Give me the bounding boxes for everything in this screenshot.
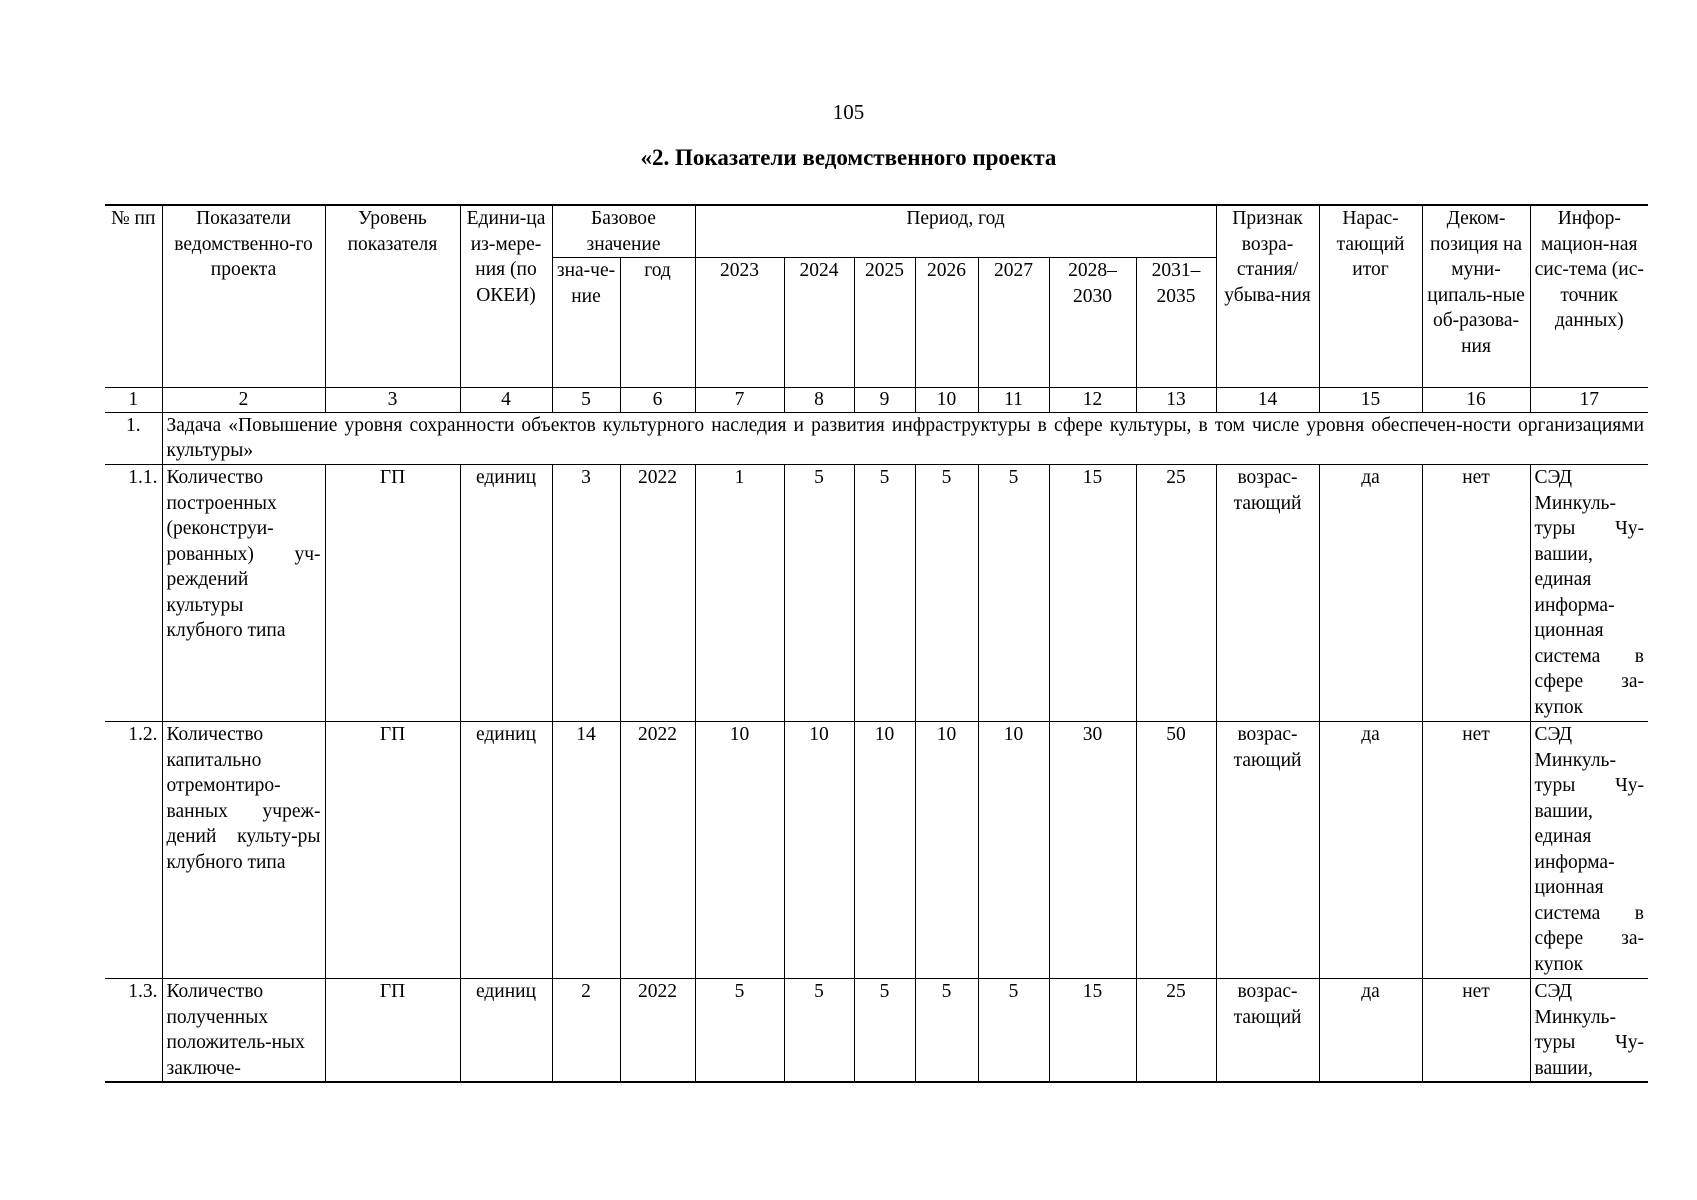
- row-value-2031-2035: 25: [1136, 465, 1216, 722]
- header-indicator: Показатели ведомственно-го проекта: [162, 205, 325, 388]
- row-source: СЭД Минкуль-туры Чу-вашии, единая информа-ционная система в сфере за-купок: [1530, 722, 1648, 979]
- row-trend: возрас-тающий: [1216, 465, 1319, 722]
- task-text: Задача «Повышение уровня сохранности объектов культурного наследия и развития инфраструктуры в сфере культуры, в том числе уровня обеспечен-ности организациями культуры»: [162, 413, 1648, 465]
- column-number: 4: [460, 388, 552, 413]
- row-value-2025: 5: [854, 979, 915, 1083]
- header-year-2024: 2024: [784, 258, 854, 388]
- row-trend: возрас-тающий: [1216, 722, 1319, 979]
- row-value-2027: 10: [978, 722, 1049, 979]
- row-indicator: Количество капитально отремонтиро-ванных учреж-дений культу-ры клубного типа: [162, 722, 325, 979]
- table-row: [105, 722, 1648, 979]
- row-value-2028-2030: 15: [1049, 465, 1136, 722]
- row-base-year: 2022: [620, 979, 695, 1083]
- header-year-2026: 2026: [915, 258, 978, 388]
- column-number: 5: [552, 388, 620, 413]
- row-indicator: Количество построенных (реконструи-рованных) уч-реждений культуры клубного типа: [162, 465, 325, 722]
- column-number: 1: [105, 388, 162, 413]
- header-base-year: год: [620, 258, 695, 388]
- row-indicator: Количество полученных положитель-ных заключе-: [162, 979, 325, 1083]
- header-unit: Едини-ца из-мере-ния (по ОКЕИ): [460, 205, 552, 388]
- row-value-2023: 1: [695, 465, 784, 722]
- header-year-2023: 2023: [695, 258, 784, 388]
- row-value-2031-2035: 50: [1136, 722, 1216, 979]
- row-level: ГП: [325, 465, 460, 722]
- row-value-2025: 5: [854, 465, 915, 722]
- column-number: 3: [325, 388, 460, 413]
- row-source: СЭД Минкуль-туры Чу-вашии,: [1530, 979, 1648, 1083]
- row-decomposition: нет: [1422, 722, 1530, 979]
- row-value-2024: 5: [784, 979, 854, 1083]
- column-number: 2: [162, 388, 325, 413]
- row-value-2024: 5: [784, 465, 854, 722]
- row-value-2028-2030: 30: [1049, 722, 1136, 979]
- row-base-value: 3: [552, 465, 620, 722]
- row-unit: единиц: [460, 465, 552, 722]
- header-source: Инфор-мацион-ная сис-тема (ис-точник данных): [1530, 205, 1648, 388]
- column-number: 17: [1530, 388, 1648, 413]
- row-unit: единиц: [460, 979, 552, 1083]
- column-numbers-row: [105, 388, 1648, 413]
- row-trend: возрас-тающий: [1216, 979, 1319, 1083]
- column-number: 12: [1049, 388, 1136, 413]
- row-base-value: 14: [552, 722, 620, 979]
- row-unit: единиц: [460, 722, 552, 979]
- header-trend: Признак возра-стания/ убыва-ния: [1216, 205, 1319, 388]
- row-value-2023: 10: [695, 722, 784, 979]
- row-source: СЭД Минкуль-туры Чу-вашии, единая информа-ционная система в сфере за-купок: [1530, 465, 1648, 722]
- row-cumulative: да: [1319, 979, 1422, 1083]
- row-num: 1.1.: [105, 465, 162, 722]
- table-row: [105, 979, 1648, 1083]
- row-num: 1.3.: [105, 979, 162, 1083]
- task-row: [105, 413, 1648, 465]
- row-value-2027: 5: [978, 465, 1049, 722]
- row-decomposition: нет: [1422, 465, 1530, 722]
- row-num: 1.2.: [105, 722, 162, 979]
- header-period: Период, год: [695, 205, 1216, 258]
- header-cumulative: Нарас-тающий итог: [1319, 205, 1422, 388]
- header-num: № пп: [105, 205, 162, 388]
- row-level: ГП: [325, 979, 460, 1083]
- row-base-year: 2022: [620, 722, 695, 979]
- header-decomposition: Деком-позиция на муни-ципаль-ные об-разова-ния: [1422, 205, 1530, 388]
- header-year-2027: 2027: [978, 258, 1049, 388]
- column-number: 15: [1319, 388, 1422, 413]
- row-value-2026: 5: [915, 465, 978, 722]
- column-number: 10: [915, 388, 978, 413]
- column-number: 6: [620, 388, 695, 413]
- indicators-table: [105, 204, 1648, 1083]
- row-value-2026: 10: [915, 722, 978, 979]
- row-value-2028-2030: 15: [1049, 979, 1136, 1083]
- header-year-2028-2030: 2028–2030: [1049, 258, 1136, 388]
- header-level: Уровень показателя: [325, 205, 460, 388]
- row-value-2027: 5: [978, 979, 1049, 1083]
- row-base-year: 2022: [620, 465, 695, 722]
- row-value-2031-2035: 25: [1136, 979, 1216, 1083]
- column-number: 8: [784, 388, 854, 413]
- header-year-2025: 2025: [854, 258, 915, 388]
- row-value-2026: 5: [915, 979, 978, 1083]
- column-number: 9: [854, 388, 915, 413]
- row-decomposition: нет: [1422, 979, 1530, 1083]
- column-number: 11: [978, 388, 1049, 413]
- header-base-value: зна-че-ние: [552, 258, 620, 388]
- row-level: ГП: [325, 722, 460, 979]
- row-value-2024: 10: [784, 722, 854, 979]
- column-number: 13: [1136, 388, 1216, 413]
- row-cumulative: да: [1319, 465, 1422, 722]
- column-number: 7: [695, 388, 784, 413]
- page-title: «2. Показатели ведомственного проекта: [640, 145, 1057, 170]
- column-number: 16: [1422, 388, 1530, 413]
- row-value-2025: 10: [854, 722, 915, 979]
- column-number: 14: [1216, 388, 1319, 413]
- task-num: 1.: [105, 413, 162, 465]
- row-value-2023: 5: [695, 979, 784, 1083]
- table-row: [105, 465, 1648, 722]
- page-number: 105: [832, 100, 865, 124]
- row-cumulative: да: [1319, 722, 1422, 979]
- row-base-value: 2: [552, 979, 620, 1083]
- header-base: Базовое значение: [552, 205, 695, 258]
- header-year-2031-2035: 2031–2035: [1136, 258, 1216, 388]
